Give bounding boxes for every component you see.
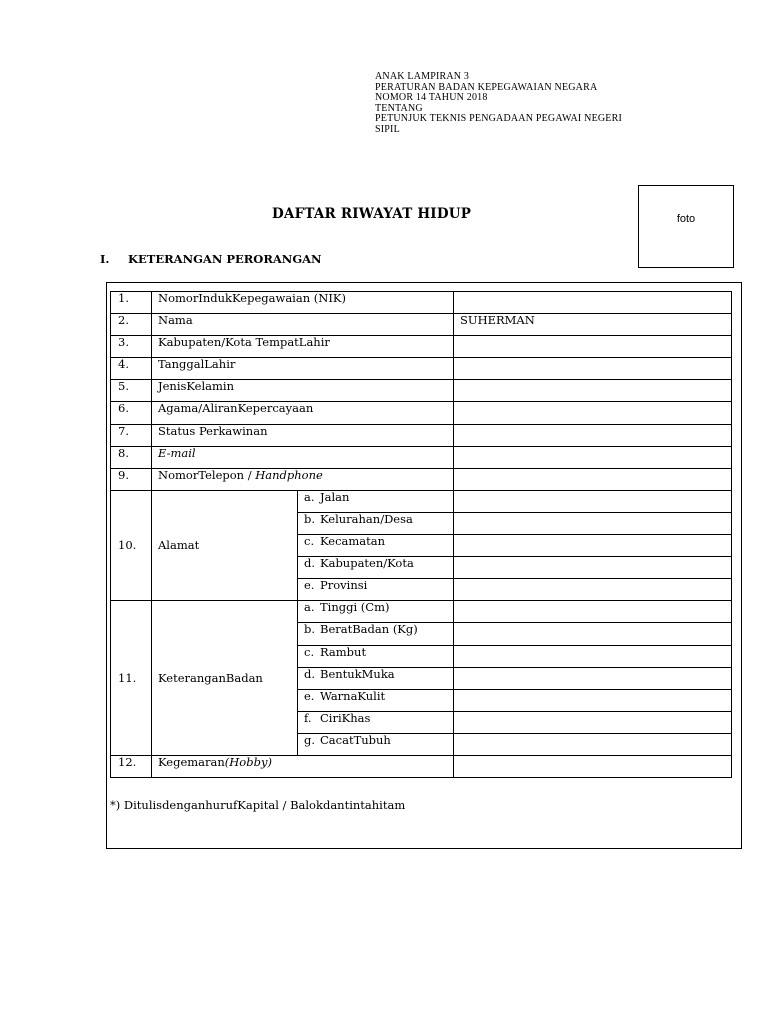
table-row xyxy=(111,336,732,358)
field-label: JenisKelamin xyxy=(152,380,454,402)
sub-letter: d. xyxy=(304,556,316,571)
row-number: 8. xyxy=(111,446,152,468)
sub-label xyxy=(298,490,454,512)
height-field[interactable] xyxy=(454,601,732,623)
header-line: NOMOR 14 TAHUN 2018 xyxy=(375,92,488,103)
sub-letter: g. xyxy=(304,733,316,747)
photo-placeholder[interactable] xyxy=(638,185,734,268)
sub-label xyxy=(298,512,454,534)
sub-letter: d. xyxy=(304,667,316,681)
sub-text: Tinggi (Cm) xyxy=(320,600,390,615)
sub-text: BeratBadan (Kg) xyxy=(320,622,418,637)
table-row xyxy=(111,755,732,777)
sub-letter: b. xyxy=(304,512,316,526)
face-shape-field[interactable] xyxy=(454,667,732,689)
row-number: 10. xyxy=(111,490,152,600)
sub-label xyxy=(298,579,454,601)
header-line: PERATURAN BADAN KEPEGAWAIAN NEGARA xyxy=(375,81,598,93)
field-label: E-mail xyxy=(152,446,454,468)
sub-label xyxy=(298,711,454,733)
sub-letter: c. xyxy=(304,645,315,659)
hobby-field[interactable] xyxy=(454,755,732,777)
row-number: 11. xyxy=(111,601,152,756)
row-number: 3. xyxy=(111,336,152,358)
sub-letter: e. xyxy=(304,578,315,593)
regency-field[interactable] xyxy=(454,557,732,579)
distinguishing-marks-field[interactable] xyxy=(454,711,732,733)
sub-text: Jalan xyxy=(320,490,350,504)
sub-label xyxy=(298,557,454,579)
table-row xyxy=(111,446,732,468)
village-field[interactable] xyxy=(454,512,732,534)
disability-field[interactable] xyxy=(454,733,732,755)
table-row xyxy=(111,358,732,380)
table-row xyxy=(111,380,732,402)
sub-label xyxy=(298,667,454,689)
sub-label xyxy=(298,689,454,711)
header-line: TENTANG xyxy=(375,102,423,114)
street-field[interactable] xyxy=(454,490,732,512)
header-line: PETUNJUK TEKNIS PENGADAAN PEGAWAI NEGERI xyxy=(375,113,623,124)
field-label-italic: Handphone xyxy=(255,468,323,482)
field-label: Kabupaten/Kota TempatLahir xyxy=(152,336,454,358)
sub-label xyxy=(298,535,454,557)
field-label xyxy=(152,755,454,777)
nik-field[interactable] xyxy=(454,292,732,314)
sub-text: BentukMuka xyxy=(320,667,395,681)
field-label-italic: (Hobby) xyxy=(224,755,272,769)
sub-letter: c. xyxy=(304,534,315,549)
field-label: TanggalLahir xyxy=(152,358,454,380)
row-number: 4. xyxy=(111,358,152,380)
sub-text: CiriKhas xyxy=(320,711,371,725)
row-number: 7. xyxy=(111,424,152,446)
table-row xyxy=(111,314,732,336)
sub-letter: b. xyxy=(304,622,316,637)
province-field[interactable] xyxy=(454,579,732,601)
header-line: ANAK LAMPIRAN 3 xyxy=(375,71,470,82)
table-row xyxy=(111,402,732,424)
header-line: SIPIL xyxy=(375,123,400,135)
sub-text: Rambut xyxy=(320,645,367,659)
section-number: I. xyxy=(100,252,110,266)
sub-letter: a. xyxy=(304,490,315,504)
photo-label: foto xyxy=(676,212,696,225)
sub-label xyxy=(298,645,454,667)
birthplace-field[interactable] xyxy=(454,336,732,358)
field-label: KeteranganBadan xyxy=(152,601,298,756)
sub-label xyxy=(298,623,454,645)
personal-info-table xyxy=(110,291,732,778)
field-label: Agama/AliranKepercayaan xyxy=(152,402,454,424)
table-row xyxy=(111,468,732,490)
marital-status-field[interactable] xyxy=(454,424,732,446)
attachment-header xyxy=(375,72,705,135)
hair-field[interactable] xyxy=(454,645,732,667)
skin-color-field[interactable] xyxy=(454,689,732,711)
row-number: 6. xyxy=(111,402,152,424)
field-label: Alamat xyxy=(152,490,298,600)
field-label: NomorIndukKepegawaian (NIK) xyxy=(152,292,454,314)
sub-text: WarnaKulit xyxy=(320,689,386,703)
table-row xyxy=(111,424,732,446)
sub-text: Provinsi xyxy=(320,578,368,593)
field-label xyxy=(152,468,454,490)
birthdate-field[interactable] xyxy=(454,358,732,380)
email-field[interactable] xyxy=(454,446,732,468)
sub-text: CacatTubuh xyxy=(320,733,391,747)
sub-text: Kabupaten/Kota xyxy=(320,556,414,571)
sub-label xyxy=(298,601,454,623)
name-field[interactable]: SUHERMAN xyxy=(454,314,732,336)
section-heading xyxy=(100,252,322,266)
phone-field[interactable] xyxy=(454,468,732,490)
table-row xyxy=(111,292,732,314)
weight-field[interactable] xyxy=(454,623,732,645)
gender-field[interactable] xyxy=(454,380,732,402)
field-label-text: Kegemaran xyxy=(158,755,225,769)
table-row xyxy=(111,601,732,623)
row-number: 5. xyxy=(111,380,152,402)
document-title: DAFTAR RIWAYAT HIDUP xyxy=(272,206,472,222)
row-number: 1. xyxy=(111,292,152,314)
religion-field[interactable] xyxy=(454,402,732,424)
field-label: Nama xyxy=(152,314,454,336)
sub-letter: e. xyxy=(304,689,315,703)
sub-text: Kelurahan/Desa xyxy=(320,512,413,526)
row-number: 12. xyxy=(111,755,152,777)
row-number: 9. xyxy=(111,468,152,490)
sub-label xyxy=(298,733,454,755)
field-label: Status Perkawinan xyxy=(152,424,454,446)
sub-letter: f. xyxy=(304,711,312,725)
section-label: KETERANGAN PERORANGAN xyxy=(128,252,322,266)
table-row xyxy=(111,490,732,512)
sub-text: Kecamatan xyxy=(320,534,386,549)
footnote: *) DitulisdenganhurufKapital / Balokdantintahitam xyxy=(110,798,406,812)
sub-letter: a. xyxy=(304,600,315,615)
row-number: 2. xyxy=(111,314,152,336)
district-field[interactable] xyxy=(454,535,732,557)
field-label-text: NomorTelepon / xyxy=(158,468,256,482)
